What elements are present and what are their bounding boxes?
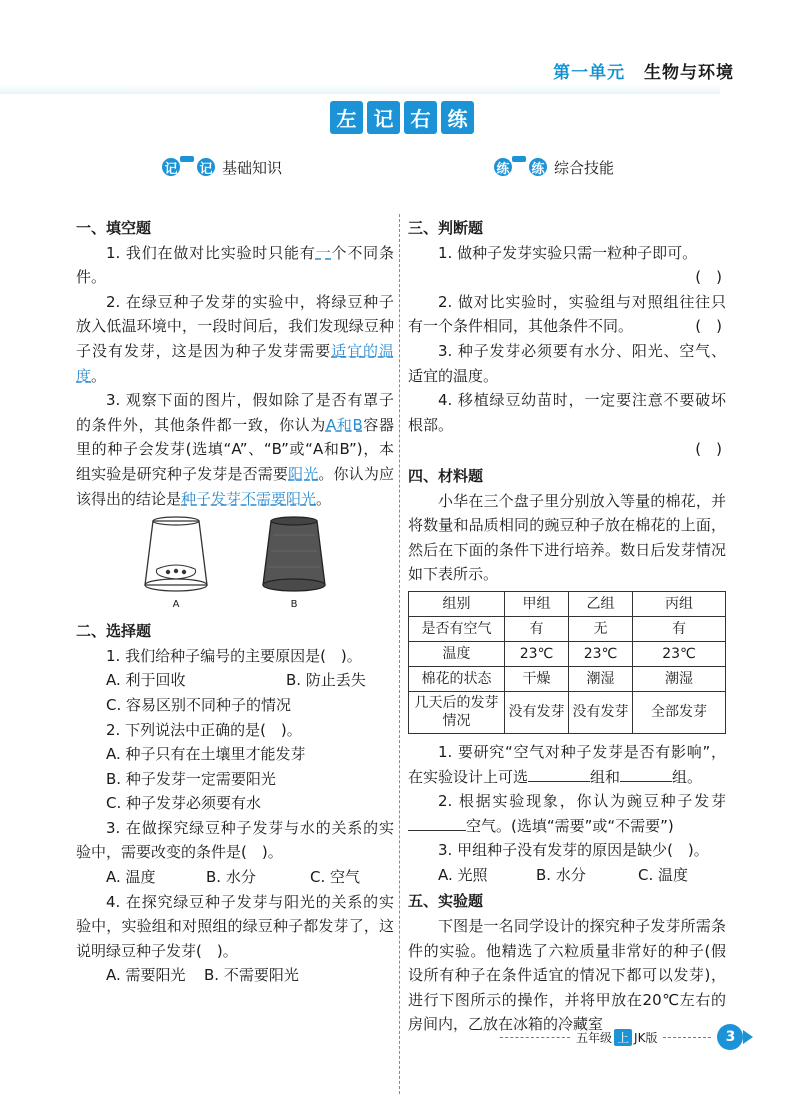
answer: 阳光 xyxy=(288,464,319,483)
badge-dash xyxy=(512,156,526,162)
fill-blank[interactable] xyxy=(620,781,672,782)
question-text: 空气。(选填“需要”或“不需要”) xyxy=(466,816,674,835)
answer-paren: ( ) xyxy=(695,440,722,459)
option: C. 容易区别不同种子的情况 xyxy=(106,695,292,714)
right-subheading xyxy=(492,156,614,178)
options-row xyxy=(76,865,394,890)
question-text: 3. 观察下面的图片，假如除了是否有罩子的条件外，其他条件都一致，你认为 xyxy=(76,391,394,434)
table-header: 丙组 xyxy=(633,591,726,616)
material-question-3: 3. 甲组种子没有发芽的原因是缺少( )。 xyxy=(438,841,709,860)
table-header: 组别 xyxy=(409,591,505,616)
section-title: 三、判断题 xyxy=(408,219,484,237)
badge-pill xyxy=(160,156,214,178)
table-cell: 有 xyxy=(505,616,569,641)
unit-name: 生物与环境 xyxy=(644,63,734,83)
question-text: 2. 根据实验现象，你认为豌豆种子发芽 xyxy=(438,792,726,811)
table-cell: 没有发芽 xyxy=(505,691,569,733)
question-1 xyxy=(76,241,394,290)
table-header: 乙组 xyxy=(569,591,633,616)
answer: 种子发芽不需要阳光 xyxy=(181,489,317,508)
answer: 适宜的温度 xyxy=(76,341,394,385)
table-cell: 温度 xyxy=(409,641,505,666)
footer-line xyxy=(663,1037,711,1038)
section-banner xyxy=(330,101,474,134)
question-text: 。 xyxy=(316,489,332,508)
table-row xyxy=(409,691,726,733)
badge-label: 基础知识 xyxy=(222,158,283,177)
section-title: 二、选择题 xyxy=(76,622,152,641)
judge-question xyxy=(408,290,726,339)
left-column xyxy=(76,214,394,988)
table-row xyxy=(409,616,726,641)
grade-edition: JK版 xyxy=(634,1030,658,1045)
page-number: 3 xyxy=(717,1024,743,1050)
fill-blank[interactable] xyxy=(408,830,466,831)
question-2 xyxy=(76,290,394,388)
question-text: 。 xyxy=(91,366,107,385)
badge-char: 练 xyxy=(527,156,549,178)
experiment-intro: 下图是一名同学设计的探究种子发芽所需条件的实验。他精选了六粒质量非常好的种子(假设所有种子在条件适宜的情况下都可以发芽)，进行下图所示的操作，并将甲放在20℃左右的房间内，乙放在冰箱的冷藏室 xyxy=(408,917,726,1034)
cup-figure xyxy=(76,515,394,615)
banner-char: 左 xyxy=(330,101,363,134)
table-cell: 几天后的发芽情况 xyxy=(409,691,505,733)
question-text: 2. 在绿豆种子发芽的实验中，将绿豆种子放入低温环境中，一段时间后，我们发现绿豆种子没有发芽，这是因为种子发芽需要 xyxy=(76,292,394,360)
option: C. 温度 xyxy=(638,865,689,884)
option: B. 防止丢失 xyxy=(286,671,366,690)
covered-cup-icon xyxy=(259,515,329,599)
table-cell: 棉花的状态 xyxy=(409,666,505,691)
banner-char: 右 xyxy=(404,101,437,134)
table-header-row xyxy=(409,591,726,616)
options-row xyxy=(408,863,726,888)
table-cell: 没有发芽 xyxy=(569,691,633,733)
choice-question: 1. 我们给种子编号的主要原因是( )。 xyxy=(106,646,362,665)
question-text: 个不同条件。 xyxy=(76,243,394,287)
option: B. 水分 xyxy=(536,865,586,884)
table-cell: 干燥 xyxy=(505,666,569,691)
question-text: 2. 做对比实验时，实验组与对照组往往只有一个条件相同，其他条件不同。 xyxy=(408,292,726,336)
header-rule xyxy=(0,84,720,94)
section-title: 五、实验题 xyxy=(408,892,484,911)
option: C. 空气 xyxy=(310,868,361,887)
table-cell: 有 xyxy=(633,616,726,641)
badge-dash xyxy=(180,156,194,162)
table-cell: 23℃ xyxy=(505,641,569,666)
figure-label: B xyxy=(290,599,298,611)
table-cell: 是否有空气 xyxy=(409,616,505,641)
option: A. 种子只有在土壤里才能发芽 xyxy=(106,745,306,764)
choice-question: 3. 在做探究绿豆种子发芽与水的关系的实验中，需要改变的条件是( )。 xyxy=(76,818,394,862)
banner-char: 练 xyxy=(441,101,474,134)
footer-line xyxy=(500,1037,570,1038)
table-cell: 全部发芽 xyxy=(633,691,726,733)
figure-label: A xyxy=(172,599,180,611)
figure-a xyxy=(141,515,211,615)
answer-paren: ( ) xyxy=(695,268,722,287)
table-cell: 无 xyxy=(569,616,633,641)
badge-char: 练 xyxy=(492,156,514,178)
right-column xyxy=(408,214,726,1037)
table-row xyxy=(409,666,726,691)
choice-question: 4. 在探究绿豆种子发芽与阳光的关系的实验中，实验组和对照组的绿豆种子都发芽了，这说明绿豆种子发芽( )。 xyxy=(76,892,394,960)
column-divider xyxy=(399,214,400,1096)
badge-char: 记 xyxy=(195,156,217,178)
table-cell: 23℃ xyxy=(569,641,633,666)
options-row xyxy=(76,963,394,988)
table-cell: 潮湿 xyxy=(569,666,633,691)
option: A. 需要阳光 xyxy=(106,966,186,985)
table-header: 甲组 xyxy=(505,591,569,616)
badge-char: 记 xyxy=(160,156,182,178)
judge-question: 3. 种子发芽必须要有水分、阳光、空气、适宜的温度。 xyxy=(408,341,726,385)
unit-header xyxy=(553,58,734,83)
table-cell: 潮湿 xyxy=(633,666,726,691)
results-table xyxy=(408,591,726,734)
option: C. 种子发芽必须要有水 xyxy=(106,794,262,813)
banner-char: 记 xyxy=(367,101,400,134)
badge-pill xyxy=(492,156,546,178)
grade-text: 五年级 xyxy=(576,1030,613,1045)
question-text: 组和 xyxy=(590,767,621,786)
material-question-1 xyxy=(408,740,726,789)
grade-term: 上 xyxy=(614,1029,632,1046)
fill-blank[interactable] xyxy=(528,781,590,782)
badge-label: 综合技能 xyxy=(554,158,615,177)
judge-question: 1. 做种子发芽实验只需一粒种子即可。 xyxy=(438,243,698,262)
options-row xyxy=(76,668,394,693)
option: B. 水分 xyxy=(206,868,256,887)
section-title: 四、材料题 xyxy=(408,466,484,485)
question-text: 容器里的种子会发芽(选填“A”、“B”或“A和B”)，本组实验是研究种子发芽是否需要 xyxy=(76,415,394,483)
option: B. 种子发芽一定需要阳光 xyxy=(106,769,276,788)
left-subheading xyxy=(160,156,282,178)
material-question-2 xyxy=(408,789,726,838)
section-title: 一、填空题 xyxy=(76,219,152,237)
question-text: 组。 xyxy=(672,767,703,786)
answer: 一 xyxy=(315,243,332,262)
question-text: 1. 我们在做对比实验时只能有 xyxy=(106,243,316,262)
grade-label xyxy=(576,1029,657,1046)
option: A. 光照 xyxy=(438,865,488,884)
option: A. 利于回收 xyxy=(106,671,186,690)
material-intro: 小华在三个盘子里分别放入等量的棉花，并将数量和品质相同的豌豆种子放在棉花的上面，然后在下面的条件下进行培养。数日后发芽情况如下表所示。 xyxy=(408,491,726,584)
option: A. 温度 xyxy=(106,868,156,887)
judge-question: 4. 移植绿豆幼苗时，一定要注意不要破坏根部。 xyxy=(408,391,726,434)
answer-paren: ( ) xyxy=(695,317,722,336)
figure-b xyxy=(259,515,329,615)
transparent-cup-icon xyxy=(141,515,211,599)
option: B. 不需要阳光 xyxy=(204,966,299,985)
choice-question: 2. 下列说法中正确的是( )。 xyxy=(106,720,302,739)
question-text: 1. 要研究“空气对种子发芽是否有影响”，在实验设计上可选 xyxy=(408,742,726,786)
unit-number: 第一单元 xyxy=(553,63,626,83)
table-row xyxy=(409,641,726,666)
question-3 xyxy=(76,388,394,511)
question-text: 。你认为应该得出的结论是 xyxy=(76,464,394,508)
table-cell: 23℃ xyxy=(633,641,726,666)
page-footer xyxy=(500,1024,743,1050)
answer: A和B xyxy=(325,415,363,434)
